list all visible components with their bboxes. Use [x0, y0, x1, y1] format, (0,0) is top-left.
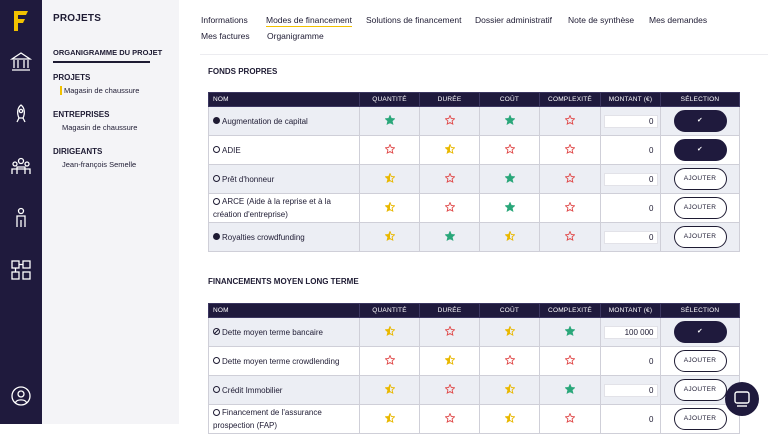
rating-star-yellow-icon: [505, 413, 515, 423]
amount-cell: [601, 223, 661, 252]
rating-star-red-icon: [505, 355, 515, 365]
rating-cell: [360, 194, 420, 223]
row-name-cell: [209, 376, 360, 405]
rating-star-yellow-icon: [385, 326, 395, 336]
add-button[interactable]: AJOUTER: [674, 168, 727, 190]
rating-star-red-icon: [385, 144, 395, 154]
tab-mes-demandes[interactable]: Mes demandes: [649, 15, 708, 25]
row-name-cell: [209, 107, 360, 136]
rating-star-green-icon: [505, 173, 515, 183]
rating-cell: [420, 223, 480, 252]
rating-star-yellow-icon: [445, 355, 455, 365]
chat-button[interactable]: [725, 382, 759, 416]
col-header-complexite: COMPLEXITÉ: [540, 93, 601, 107]
rating-star-green-icon: [505, 115, 515, 125]
rating-cell: [420, 405, 480, 434]
sidebar-item-entreprise[interactable]: Magasin de chaussure: [62, 123, 138, 132]
rating-cell: [360, 165, 420, 194]
rating-cell: [420, 376, 480, 405]
status-dot-icon: [213, 386, 220, 393]
rating-cell: [360, 318, 420, 347]
selection-cell: [661, 318, 740, 347]
amount-input[interactable]: 0: [604, 231, 658, 244]
rating-cell: [480, 347, 540, 376]
rating-star-yellow-icon: [385, 384, 395, 394]
rating-star-red-icon: [565, 413, 575, 423]
selection-cell: [661, 347, 740, 376]
section-title-fonds-propres: FONDS PROPRES: [208, 67, 278, 76]
status-dot-icon: [213, 175, 220, 182]
selection-cell: [661, 223, 740, 252]
selection-cell: [661, 165, 740, 194]
icon-rail: [0, 0, 42, 424]
rating-cell: [480, 107, 540, 136]
amount-input[interactable]: 0: [604, 115, 658, 128]
col-header-nom: NOM: [209, 304, 360, 318]
amount-cell: [601, 347, 661, 376]
table-row: [209, 347, 740, 376]
col-header-selection: SÉLECTION: [661, 93, 740, 107]
table-header-row: [209, 93, 740, 107]
amount-cell: [601, 318, 661, 347]
tab-bar: [201, 15, 768, 47]
rating-star-green-icon: [505, 202, 515, 212]
selection-cell: [661, 107, 740, 136]
rating-cell: [540, 376, 601, 405]
rating-cell: [540, 347, 601, 376]
rating-cell: [360, 136, 420, 165]
sidebar-title: PROJETS: [53, 13, 102, 24]
rating-star-red-icon: [445, 173, 455, 183]
table-row: [209, 405, 740, 434]
tab-note-synthese[interactable]: Note de synthèse: [568, 15, 635, 25]
rating-star-red-icon: [445, 413, 455, 423]
rating-star-yellow-icon: [385, 202, 395, 212]
rating-star-red-icon: [565, 355, 575, 365]
amount-cell: [601, 194, 661, 223]
status-dot-icon: [213, 198, 220, 205]
table-row: [209, 165, 740, 194]
rating-cell: [360, 405, 420, 434]
row-name: ARCE (Aide à la reprise et à la création d'entreprise): [213, 197, 331, 219]
rating-star-green-icon: [445, 231, 455, 241]
row-name-cell: [209, 136, 360, 165]
col-header-quantite: QUANTITÉ: [360, 93, 420, 107]
selected-button[interactable]: ✔: [674, 110, 727, 132]
add-button[interactable]: AJOUTER: [674, 197, 727, 219]
rating-cell: [480, 405, 540, 434]
sidebar-section-projets: PROJETS: [53, 73, 91, 82]
row-name-cell: [209, 194, 360, 223]
status-dot-icon: [213, 146, 220, 153]
row-name: Dette moyen terme bancaire: [222, 327, 323, 337]
divider: [53, 61, 150, 63]
rating-star-green-icon: [385, 115, 395, 125]
fonds-propres-table: [208, 92, 740, 252]
status-dot-icon: [213, 233, 220, 240]
rating-star-yellow-icon: [505, 384, 515, 394]
rating-cell: [540, 318, 601, 347]
rating-star-red-icon: [565, 144, 575, 154]
rating-star-red-icon: [565, 202, 575, 212]
selected-button[interactable]: ✔: [674, 139, 727, 161]
table-row: [209, 194, 740, 223]
rating-star-yellow-icon: [445, 144, 455, 154]
amount-cell: [601, 376, 661, 405]
rating-cell: [540, 223, 601, 252]
tab-dossier-administratif[interactable]: Dossier administratif: [475, 15, 552, 25]
row-name: Royalties crowdfunding: [222, 232, 305, 242]
selected-button[interactable]: ✔: [674, 321, 727, 343]
add-button[interactable]: AJOUTER: [674, 379, 727, 401]
rating-cell: [540, 194, 601, 223]
table-row: [209, 223, 740, 252]
amount-cell: [601, 405, 661, 434]
rating-cell: [420, 318, 480, 347]
amount-cell: [601, 165, 661, 194]
amount-input[interactable]: 0: [649, 414, 654, 424]
row-name-cell: [209, 405, 360, 434]
rating-star-yellow-icon: [505, 231, 515, 241]
amount-input[interactable]: 0: [649, 145, 654, 155]
row-name-cell: [209, 318, 360, 347]
chat-icon: [725, 382, 759, 416]
sidebar-section-dirigeants: DIRIGEANTS: [53, 147, 103, 156]
amount-cell: [601, 107, 661, 136]
col-header-montant: MONTANT (€): [601, 93, 661, 107]
rating-star-red-icon: [565, 173, 575, 183]
table-header-row: [209, 304, 740, 318]
rating-cell: [480, 194, 540, 223]
tab-organigramme[interactable]: Organigramme: [267, 31, 324, 41]
sidebar-section-entreprises: ENTREPRISES: [53, 110, 110, 119]
add-button[interactable]: AJOUTER: [674, 350, 727, 372]
rating-star-yellow-icon: [385, 231, 395, 241]
col-header-selection: SÉLECTION: [661, 304, 740, 318]
rating-cell: [480, 376, 540, 405]
col-header-complexite: COMPLEXITÉ: [540, 304, 601, 318]
table-row: [209, 376, 740, 405]
row-name: Dette moyen terme crowdlending: [222, 356, 340, 366]
rating-cell: [540, 136, 601, 165]
rating-cell: [540, 107, 601, 136]
tab-modes-financement[interactable]: Modes de financement: [266, 15, 352, 25]
bank-icon[interactable]: [9, 50, 33, 74]
sidebar-item-dirigeant[interactable]: Jean-françois Semelle: [62, 160, 137, 169]
row-name-cell: [209, 165, 360, 194]
amount-input[interactable]: 0: [604, 384, 658, 397]
add-button[interactable]: AJOUTER: [674, 226, 727, 248]
status-dot-icon: [213, 409, 220, 416]
selection-cell: [661, 136, 740, 165]
row-name-cell: [209, 223, 360, 252]
col-header-cout: COÛT: [480, 304, 540, 318]
network-icon[interactable]: [9, 258, 33, 282]
tab-mes-factures[interactable]: Mes factures: [201, 31, 250, 41]
rating-star-green-icon: [565, 326, 575, 336]
row-name: Financement de l'assurance prospection (FAP): [213, 408, 322, 430]
sidebar-item-projet[interactable]: Magasin de chaussure: [60, 86, 139, 95]
nav-divider: [200, 54, 768, 55]
table-row: [209, 136, 740, 165]
rating-cell: [420, 194, 480, 223]
rating-star-red-icon: [565, 115, 575, 125]
rating-cell: [420, 347, 480, 376]
col-header-duree: DURÉE: [420, 93, 480, 107]
rating-star-green-icon: [565, 384, 575, 394]
amount-cell: [601, 136, 661, 165]
amount-input[interactable]: 0: [604, 173, 658, 186]
col-header-cout: COÛT: [480, 93, 540, 107]
rocket-icon[interactable]: [9, 102, 33, 126]
person-icon[interactable]: [9, 206, 33, 230]
row-name: ADIE: [222, 145, 241, 155]
rating-star-yellow-icon: [505, 326, 515, 336]
rating-cell: [420, 107, 480, 136]
profile-icon[interactable]: [9, 384, 33, 408]
col-header-nom: NOM: [209, 93, 360, 107]
rating-star-red-icon: [445, 115, 455, 125]
rating-cell: [480, 223, 540, 252]
org-chart-link[interactable]: ORGANIGRAMME DU PROJET: [53, 48, 163, 57]
rating-cell: [420, 136, 480, 165]
row-name: Augmentation de capital: [222, 116, 308, 126]
col-header-duree: DURÉE: [420, 304, 480, 318]
amount-input[interactable]: 0: [649, 203, 654, 213]
rating-star-red-icon: [565, 231, 575, 241]
tab-solutions-financement[interactable]: Solutions de financement: [366, 15, 462, 25]
logo-icon[interactable]: [12, 10, 30, 32]
rating-star-yellow-icon: [385, 413, 395, 423]
rating-cell: [480, 318, 540, 347]
amount-input[interactable]: 0: [649, 356, 654, 366]
tab-informations[interactable]: Informations: [201, 15, 248, 25]
rating-star-red-icon: [445, 384, 455, 394]
rating-star-yellow-icon: [385, 173, 395, 183]
financements-table: [208, 303, 740, 434]
status-dot-icon: [213, 328, 220, 335]
table-row: [209, 318, 740, 347]
add-button[interactable]: AJOUTER: [674, 408, 727, 430]
rating-star-red-icon: [445, 326, 455, 336]
table-row: [209, 107, 740, 136]
rating-star-red-icon: [385, 355, 395, 365]
row-name-cell: [209, 347, 360, 376]
rating-cell: [480, 136, 540, 165]
section-title-financements: FINANCEMENTS MOYEN LONG TERME: [208, 277, 359, 286]
row-name: Prêt d'honneur: [222, 174, 275, 184]
rating-star-red-icon: [505, 144, 515, 154]
col-header-quantite: QUANTITÉ: [360, 304, 420, 318]
project-sidebar: [42, 0, 179, 424]
status-dot-icon: [213, 357, 220, 364]
rating-cell: [360, 107, 420, 136]
rating-cell: [420, 165, 480, 194]
rating-cell: [540, 405, 601, 434]
row-name: Crédit Immobilier: [222, 385, 283, 395]
rating-cell: [540, 165, 601, 194]
rating-star-red-icon: [445, 202, 455, 212]
team-icon[interactable]: [9, 154, 33, 178]
amount-input[interactable]: 100 000: [604, 326, 658, 339]
rating-cell: [360, 376, 420, 405]
rating-cell: [360, 223, 420, 252]
status-dot-icon: [213, 117, 220, 124]
col-header-montant: MONTANT (€): [601, 304, 661, 318]
rating-cell: [480, 165, 540, 194]
selection-cell: [661, 194, 740, 223]
rating-cell: [360, 347, 420, 376]
